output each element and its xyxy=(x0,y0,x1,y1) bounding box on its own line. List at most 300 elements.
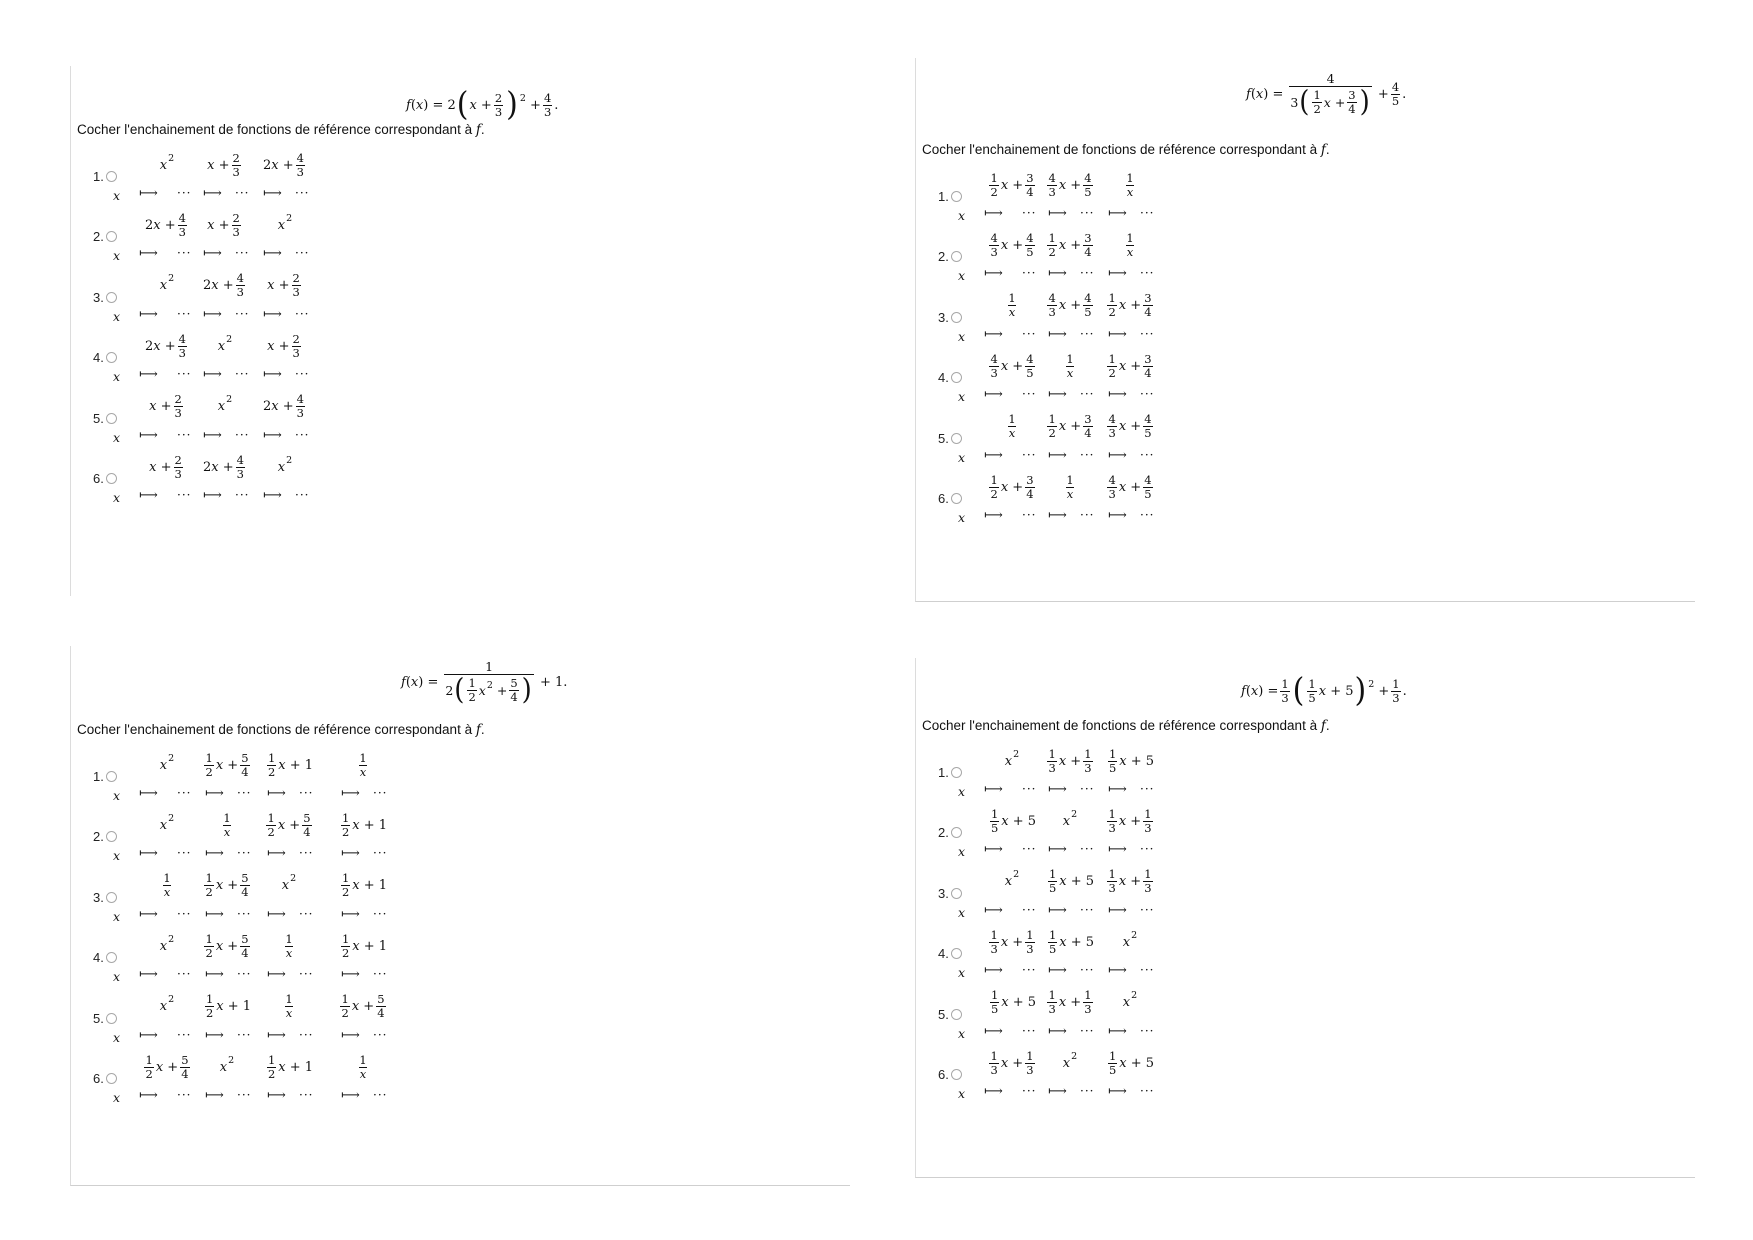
chain-start-var: x xyxy=(958,965,966,981)
ellipsis: ··· xyxy=(1080,963,1095,978)
instruction: Cocher l'enchainement de fonctions de référence correspondant à f. xyxy=(922,142,1330,158)
step-label-1: 2 x + $\frac{4}{3}$ xyxy=(145,331,186,360)
step-label-1: $\frac{1}{x}$ xyxy=(163,871,171,900)
exercise-panel-1 xyxy=(70,66,850,596)
step-label-1: $\frac{1}{5}$ x + 5 xyxy=(990,806,1037,835)
radio-button[interactable] xyxy=(951,493,962,504)
option-number: 1. xyxy=(938,765,962,780)
ellipsis: ··· xyxy=(177,846,192,861)
step-label-1: x 2 xyxy=(159,152,175,173)
ellipsis: ··· xyxy=(177,427,192,442)
ellipsis: ··· xyxy=(295,186,310,200)
maps-to-arrow: ⟼ xyxy=(1048,508,1067,523)
option-5[interactable] xyxy=(916,980,1376,1048)
formula-expression: f ( x ) = 4 3 ( $\frac{1}{2}$ x + $\frac{3}{4}$ ) + $\frac{4}{5}$ . xyxy=(1246,71,1407,119)
step-label-2: $\frac{1}{x}$ xyxy=(223,810,231,839)
chain-start-var: x xyxy=(958,449,966,465)
step-label-3: x 2 xyxy=(281,873,297,894)
option-3[interactable] xyxy=(916,283,1376,351)
step-label-3: $\frac{4}{3}$ x + $\frac{4}{5}$ xyxy=(1108,472,1152,501)
ellipsis: ··· xyxy=(295,367,310,382)
chain-start-var: x xyxy=(958,1025,966,1041)
step-label-2: x 2 xyxy=(219,1054,235,1075)
maps-to-arrow: ⟼ xyxy=(263,488,282,503)
ellipsis: ··· xyxy=(373,967,388,982)
step-label-2: x 2 xyxy=(1062,808,1078,829)
chain-start-var: x xyxy=(113,490,121,505)
step-label-3: $\frac{1}{x}$ xyxy=(285,992,293,1021)
radio-button[interactable] xyxy=(951,827,962,838)
ellipsis: ··· xyxy=(1080,387,1095,402)
radio-button[interactable] xyxy=(951,1009,962,1020)
step-label-1: x 2 xyxy=(1004,748,1020,769)
step-label-3: $\frac{4}{3}$ x + $\frac{4}{5}$ xyxy=(1108,412,1152,441)
maps-to-arrow: ⟼ xyxy=(1108,842,1127,858)
maps-to-arrow: ⟼ xyxy=(139,786,158,801)
step-label-2: x 2 xyxy=(1062,1050,1078,1071)
step-label-4: $\frac{1}{2}$ x + 1 xyxy=(341,931,388,960)
formula xyxy=(1246,58,1406,130)
step-label-1: $\frac{1}{x}$ xyxy=(1008,412,1016,441)
ellipsis: ··· xyxy=(177,967,192,982)
maps-to-arrow: ⟼ xyxy=(203,186,222,201)
maps-to-arrow: ⟼ xyxy=(984,1023,1003,1039)
maps-to-arrow: ⟼ xyxy=(1048,842,1067,858)
option-number: 3. xyxy=(938,886,962,901)
step-label-1: x 2 xyxy=(159,812,175,833)
ellipsis: ··· xyxy=(177,306,192,321)
option-2[interactable] xyxy=(916,222,1376,290)
chain-start-var: x xyxy=(958,1086,966,1101)
maps-to-arrow: ⟼ xyxy=(1108,447,1127,463)
ellipsis: ··· xyxy=(295,427,310,442)
maps-to-arrow: ⟼ xyxy=(1108,206,1127,221)
chain-start-var: x xyxy=(113,908,121,924)
option-number: 3. xyxy=(93,290,117,305)
maps-to-arrow: ⟼ xyxy=(205,906,224,922)
ellipsis: ··· xyxy=(235,427,250,442)
option-number: 6. xyxy=(938,491,962,506)
radio-button[interactable] xyxy=(106,892,117,903)
radio-button[interactable] xyxy=(106,831,117,842)
radio-button[interactable] xyxy=(106,171,117,182)
maps-to-arrow: ⟼ xyxy=(1048,1023,1067,1039)
chain-start-var: x xyxy=(958,784,966,799)
chain-start-var: x xyxy=(958,208,966,223)
step-label-3: $\frac{1}{3}$ x + $\frac{1}{3}$ xyxy=(1108,867,1152,896)
option-3[interactable] xyxy=(916,859,1376,927)
step-label-1: x 2 xyxy=(159,994,175,1015)
radio-button[interactable] xyxy=(951,312,962,323)
step-label-2: x + $\frac{2}{3}$ xyxy=(207,210,240,239)
maps-to-arrow: ⟼ xyxy=(205,846,224,862)
option-6[interactable] xyxy=(71,444,531,512)
ellipsis: ··· xyxy=(1080,508,1095,522)
maps-to-arrow: ⟼ xyxy=(1108,1084,1127,1099)
step-label-3: $\frac{1}{2}$ x + $\frac{3}{4}$ xyxy=(1108,291,1152,320)
option-number: 5. xyxy=(93,411,117,426)
ellipsis: ··· xyxy=(299,1088,314,1102)
ellipsis: ··· xyxy=(1140,266,1155,281)
ellipsis: ··· xyxy=(1080,447,1095,462)
ellipsis: ··· xyxy=(373,846,388,861)
ellipsis: ··· xyxy=(1080,842,1095,857)
ellipsis: ··· xyxy=(1140,326,1155,341)
maps-to-arrow: ⟼ xyxy=(267,786,286,801)
option-number: 3. xyxy=(938,310,962,325)
ellipsis: ··· xyxy=(177,246,192,261)
maps-to-arrow: ⟼ xyxy=(139,306,158,322)
step-label-2: $\frac{1}{2}$ x + $\frac{3}{4}$ xyxy=(1048,230,1092,259)
maps-to-arrow: ⟼ xyxy=(1048,902,1067,918)
ellipsis: ··· xyxy=(373,1027,388,1042)
maps-to-arrow: ⟼ xyxy=(205,786,224,801)
maps-to-arrow: ⟼ xyxy=(341,967,360,983)
step-label-3: x 2 xyxy=(277,212,293,233)
chain-start-var: x xyxy=(958,268,966,284)
ellipsis: ··· xyxy=(299,906,314,921)
step-label-3: $\frac{1}{5}$ x + 5 xyxy=(1108,746,1155,775)
ellipsis: ··· xyxy=(1080,782,1095,796)
option-1[interactable] xyxy=(916,162,1376,230)
maps-to-arrow: ⟼ xyxy=(1048,963,1067,979)
step-label-1: $\frac{1}{3}$ x + $\frac{1}{3}$ xyxy=(990,927,1034,956)
option-3[interactable] xyxy=(71,263,531,331)
step-label-2: $\frac{1}{2}$ x + $\frac{3}{4}$ xyxy=(1048,412,1092,441)
ellipsis: ··· xyxy=(299,786,314,800)
ellipsis: ··· xyxy=(1022,326,1037,341)
formula xyxy=(401,646,567,718)
option-number: 4. xyxy=(93,950,117,965)
maps-to-arrow: ⟼ xyxy=(267,846,286,862)
option-number: 6. xyxy=(93,471,117,486)
radio-button[interactable] xyxy=(106,231,117,242)
step-label-1: $\frac{1}{3}$ x + $\frac{1}{3}$ xyxy=(990,1048,1034,1077)
option-4[interactable] xyxy=(71,923,531,991)
step-label-3: $\frac{1}{x}$ xyxy=(1126,230,1134,259)
ellipsis: ··· xyxy=(1140,842,1155,857)
chain-start-var: x xyxy=(113,969,121,985)
step-label-2: 2 x + $\frac{4}{3}$ xyxy=(203,452,244,481)
step-label-2: $\frac{1}{2}$ x + $\frac{5}{4}$ xyxy=(205,871,249,900)
maps-to-arrow: ⟼ xyxy=(139,186,158,201)
option-4[interactable] xyxy=(916,919,1376,987)
maps-to-arrow: ⟼ xyxy=(1048,206,1067,221)
exercise-panel-4 xyxy=(915,658,1695,1178)
step-label-2: x + $\frac{2}{3}$ xyxy=(207,150,240,179)
ellipsis: ··· xyxy=(1140,902,1155,917)
maps-to-arrow: ⟼ xyxy=(203,427,222,443)
maps-to-arrow: ⟼ xyxy=(139,367,158,383)
step-label-1: $\frac{1}{2}$ x + $\frac{3}{4}$ xyxy=(990,472,1034,501)
option-3[interactable] xyxy=(71,863,531,931)
maps-to-arrow: ⟼ xyxy=(203,246,222,262)
option-2[interactable] xyxy=(916,798,1376,866)
option-number: 5. xyxy=(938,431,962,446)
step-label-3: $\frac{1}{x}$ xyxy=(1126,170,1134,199)
option-6[interactable] xyxy=(71,1044,531,1112)
ellipsis: ··· xyxy=(299,1027,314,1042)
ellipsis: ··· xyxy=(177,488,192,502)
ellipsis: ··· xyxy=(235,186,250,200)
step-label-2: x 2 xyxy=(217,333,233,354)
chain-start-var: x xyxy=(958,844,966,860)
ellipsis: ··· xyxy=(177,367,192,382)
ellipsis: ··· xyxy=(1022,387,1037,402)
radio-button[interactable] xyxy=(951,191,962,202)
ellipsis: ··· xyxy=(1140,963,1155,978)
ellipsis: ··· xyxy=(373,906,388,921)
step-label-3: $\frac{1}{3}$ x + $\frac{1}{3}$ xyxy=(1108,806,1152,835)
ellipsis: ··· xyxy=(1140,447,1155,462)
maps-to-arrow: ⟼ xyxy=(341,1027,360,1043)
ellipsis: ··· xyxy=(373,786,388,800)
radio-button[interactable] xyxy=(106,771,117,782)
chain-start-var: x xyxy=(958,328,966,344)
option-number: 2. xyxy=(93,229,117,244)
maps-to-arrow: ⟼ xyxy=(263,306,282,322)
step-label-4: $\frac{1}{2}$ x + 1 xyxy=(341,871,388,900)
ellipsis: ··· xyxy=(235,306,250,321)
option-number: 1. xyxy=(93,169,117,184)
maps-to-arrow: ⟼ xyxy=(984,902,1003,918)
radio-button[interactable] xyxy=(106,292,117,303)
ellipsis: ··· xyxy=(1080,1084,1095,1098)
chain-start-var: x xyxy=(113,788,121,803)
option-6[interactable] xyxy=(916,1040,1376,1108)
option-5[interactable] xyxy=(71,984,531,1052)
formula xyxy=(1241,658,1407,724)
ellipsis: ··· xyxy=(1022,1084,1037,1098)
ellipsis: ··· xyxy=(237,906,252,921)
step-label-3: 2 x + $\frac{4}{3}$ xyxy=(263,392,304,421)
ellipsis: ··· xyxy=(1080,206,1095,220)
step-label-3: $\frac{1}{2}$ x + 1 xyxy=(267,750,314,779)
maps-to-arrow: ⟼ xyxy=(203,488,222,503)
maps-to-arrow: ⟼ xyxy=(1048,1084,1067,1099)
radio-button[interactable] xyxy=(106,413,117,424)
ellipsis: ··· xyxy=(177,1088,192,1102)
exercise-panel-3 xyxy=(70,646,850,1186)
step-label-2: $\frac{1}{2}$ x + $\frac{5}{4}$ xyxy=(205,750,249,779)
option-6[interactable] xyxy=(916,464,1376,532)
option-number: 3. xyxy=(93,890,117,905)
ellipsis: ··· xyxy=(237,1088,252,1102)
step-label-2: $\frac{1}{2}$ x + $\frac{5}{4}$ xyxy=(205,931,249,960)
instruction: Cocher l'enchainement de fonctions de référence correspondant à f. xyxy=(77,722,485,738)
maps-to-arrow: ⟼ xyxy=(139,906,158,922)
ellipsis: ··· xyxy=(177,786,192,800)
maps-to-arrow: ⟼ xyxy=(341,846,360,862)
option-1[interactable] xyxy=(71,142,531,210)
ellipsis: ··· xyxy=(295,306,310,321)
chain-start-var: x xyxy=(113,848,121,864)
step-label-2: x 2 xyxy=(217,394,233,415)
ellipsis: ··· xyxy=(1022,902,1037,917)
chain-start-var: x xyxy=(958,389,966,405)
chain-start-var: x xyxy=(113,248,121,264)
maps-to-arrow: ⟼ xyxy=(984,782,1003,797)
chain-start-var: x xyxy=(113,369,121,385)
radio-button[interactable] xyxy=(951,372,962,383)
ellipsis: ··· xyxy=(1140,508,1155,522)
option-2[interactable] xyxy=(71,202,531,270)
chain-start-var: x xyxy=(113,1029,121,1045)
step-label-1: $\frac{1}{x}$ xyxy=(1008,291,1016,320)
step-label-2: $\frac{1}{5}$ x + 5 xyxy=(1048,867,1095,896)
maps-to-arrow: ⟼ xyxy=(267,1027,286,1043)
maps-to-arrow: ⟼ xyxy=(1108,266,1127,282)
maps-to-arrow: ⟼ xyxy=(341,786,360,801)
ellipsis: ··· xyxy=(1080,902,1095,917)
ellipsis: ··· xyxy=(1080,1023,1095,1038)
chain-start-var: x xyxy=(113,1090,121,1105)
step-label-1: $\frac{1}{2}$ x + $\frac{3}{4}$ xyxy=(990,170,1034,199)
ellipsis: ··· xyxy=(295,246,310,261)
step-label-2: $\frac{1}{x}$ xyxy=(1066,351,1074,380)
chain-start-var: x xyxy=(958,904,966,920)
step-label-3: x 2 xyxy=(1122,929,1138,950)
chain-start-var: x xyxy=(113,429,121,445)
maps-to-arrow: ⟼ xyxy=(263,427,282,443)
radio-button[interactable] xyxy=(951,251,962,262)
option-number: 4. xyxy=(938,370,962,385)
exercise-panel-2 xyxy=(915,58,1695,602)
maps-to-arrow: ⟼ xyxy=(984,387,1003,403)
formula-expression: f ( x ) = 1 2 ( $\frac{1}{2}$ x 2 + $\frac{5}{4}$ ) + 1. xyxy=(401,659,568,707)
radio-button[interactable] xyxy=(106,352,117,363)
option-5[interactable] xyxy=(916,404,1376,472)
step-label-2: 2 x + $\frac{4}{3}$ xyxy=(203,271,244,300)
maps-to-arrow: ⟼ xyxy=(203,306,222,322)
maps-to-arrow: ⟼ xyxy=(267,967,286,983)
step-label-1: 2 x + $\frac{4}{3}$ xyxy=(145,210,186,239)
maps-to-arrow: ⟼ xyxy=(1108,326,1127,342)
ellipsis: ··· xyxy=(1080,266,1095,281)
maps-to-arrow: ⟼ xyxy=(139,846,158,862)
maps-to-arrow: ⟼ xyxy=(139,488,158,503)
step-label-1: $\frac{1}{2}$ x + $\frac{5}{4}$ xyxy=(145,1052,189,1081)
option-5[interactable] xyxy=(71,384,531,452)
option-number: 6. xyxy=(93,1071,117,1086)
option-number: 5. xyxy=(938,1007,962,1022)
option-number: 5. xyxy=(93,1011,117,1026)
step-label-2: $\frac{1}{2}$ x + 1 xyxy=(205,992,252,1021)
step-label-1: x 2 xyxy=(1004,869,1020,890)
maps-to-arrow: ⟼ xyxy=(139,427,158,443)
radio-button[interactable] xyxy=(951,888,962,899)
option-1[interactable] xyxy=(916,738,1376,806)
instruction: Cocher l'enchainement de fonctions de référence correspondant à f. xyxy=(922,718,1330,734)
maps-to-arrow: ⟼ xyxy=(1108,902,1127,918)
step-label-3: $\frac{1}{x}$ xyxy=(285,931,293,960)
radio-button[interactable] xyxy=(951,948,962,959)
maps-to-arrow: ⟼ xyxy=(263,367,282,383)
step-label-3: $\frac{1}{5}$ x + 5 xyxy=(1108,1048,1155,1077)
step-label-4: $\frac{1}{x}$ xyxy=(359,750,367,779)
step-label-1: $\frac{4}{3}$ x + $\frac{4}{5}$ xyxy=(990,230,1034,259)
ellipsis: ··· xyxy=(1080,326,1095,341)
radio-button[interactable] xyxy=(951,1069,962,1080)
step-label-3: x + $\frac{2}{3}$ xyxy=(267,271,300,300)
step-label-3: x 2 xyxy=(277,454,293,475)
maps-to-arrow: ⟼ xyxy=(1048,266,1067,282)
maps-to-arrow: ⟼ xyxy=(203,367,222,383)
ellipsis: ··· xyxy=(235,367,250,382)
ellipsis: ··· xyxy=(1140,782,1155,796)
ellipsis: ··· xyxy=(1022,266,1037,281)
step-label-3: $\frac{1}{2}$ x + $\frac{5}{4}$ xyxy=(267,810,311,839)
radio-button[interactable] xyxy=(951,767,962,778)
step-label-1: x 2 xyxy=(159,752,175,773)
step-label-2: $\frac{1}{3}$ x + $\frac{1}{3}$ xyxy=(1048,988,1092,1017)
radio-button[interactable] xyxy=(106,473,117,484)
step-label-4: $\frac{1}{2}$ x + $\frac{5}{4}$ xyxy=(341,992,385,1021)
instruction: Cocher l'enchainement de fonctions de référence correspondant à f. xyxy=(77,122,485,138)
radio-button[interactable] xyxy=(106,1013,117,1024)
ellipsis: ··· xyxy=(237,786,252,800)
ellipsis: ··· xyxy=(177,186,192,200)
maps-to-arrow: ⟼ xyxy=(1048,326,1067,342)
maps-to-arrow: ⟼ xyxy=(984,508,1003,523)
maps-to-arrow: ⟼ xyxy=(984,326,1003,342)
maps-to-arrow: ⟼ xyxy=(139,1027,158,1043)
step-label-2: $\frac{1}{x}$ xyxy=(1066,472,1074,501)
step-label-2: $\frac{1}{5}$ x + 5 xyxy=(1048,927,1095,956)
formula-expression: f ( x ) = 2 ( x + $\frac{2}{3}$ ) 2 + $\frac{4}{3}$ . xyxy=(406,85,559,124)
ellipsis: ··· xyxy=(1022,842,1037,857)
maps-to-arrow: ⟼ xyxy=(1048,447,1067,463)
ellipsis: ··· xyxy=(295,488,310,502)
step-label-2: $\frac{1}{3}$ x + $\frac{1}{3}$ xyxy=(1048,746,1092,775)
ellipsis: ··· xyxy=(373,1088,388,1102)
ellipsis: ··· xyxy=(1140,387,1155,402)
maps-to-arrow: ⟼ xyxy=(984,266,1003,282)
option-2[interactable] xyxy=(71,802,531,870)
option-number: 2. xyxy=(938,825,962,840)
chain-start-var: x xyxy=(113,188,121,203)
option-4[interactable] xyxy=(71,323,531,391)
option-1[interactable] xyxy=(71,742,531,810)
ellipsis: ··· xyxy=(299,846,314,861)
ellipsis: ··· xyxy=(1140,1084,1155,1098)
radio-button[interactable] xyxy=(106,1073,117,1084)
maps-to-arrow: ⟼ xyxy=(1108,963,1127,979)
maps-to-arrow: ⟼ xyxy=(263,246,282,262)
maps-to-arrow: ⟼ xyxy=(139,967,158,983)
radio-button[interactable] xyxy=(106,952,117,963)
radio-button[interactable] xyxy=(951,433,962,444)
option-number: 4. xyxy=(93,350,117,365)
chain-start-var: x xyxy=(958,510,966,525)
option-number: 1. xyxy=(938,189,962,204)
step-label-1: x 2 xyxy=(159,933,175,954)
step-label-1: x 2 xyxy=(159,273,175,294)
maps-to-arrow: ⟼ xyxy=(1108,1023,1127,1039)
maps-to-arrow: ⟼ xyxy=(341,1088,360,1103)
maps-to-arrow: ⟼ xyxy=(984,206,1003,221)
maps-to-arrow: ⟼ xyxy=(1048,782,1067,797)
step-label-1: $\frac{1}{5}$ x + 5 xyxy=(990,988,1037,1017)
maps-to-arrow: ⟼ xyxy=(1048,387,1067,403)
maps-to-arrow: ⟼ xyxy=(984,842,1003,858)
step-label-2: $\frac{4}{3}$ x + $\frac{4}{5}$ xyxy=(1048,291,1092,320)
option-4[interactable] xyxy=(916,343,1376,411)
maps-to-arrow: ⟼ xyxy=(139,1088,158,1103)
maps-to-arrow: ⟼ xyxy=(1108,387,1127,403)
option-number: 1. xyxy=(93,769,117,784)
step-label-3: x 2 xyxy=(1122,990,1138,1011)
